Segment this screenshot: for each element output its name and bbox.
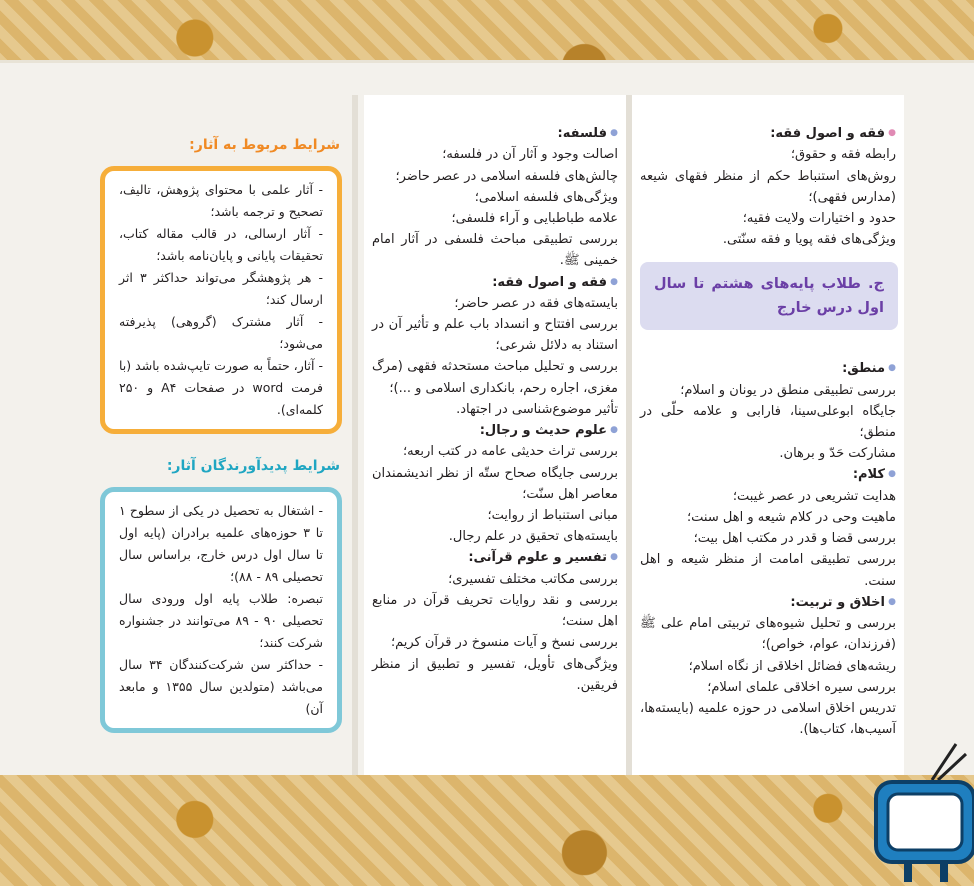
section-heading: ● منطق: bbox=[640, 358, 896, 379]
section-line: بررسی تطبیقی مباحث فلسفی در آثار امام خمینی ﷺ. bbox=[372, 232, 618, 269]
section-line: جایگاه ابوعلی‌سینا، فارابی و علامه حلّی در منطق؛ bbox=[640, 403, 896, 441]
section-line: بایسته‌های فقه در عصر حاضر؛ bbox=[454, 295, 618, 311]
section-line: بررسی تراث حدیثی عامه در کتب اربعه؛ bbox=[403, 444, 618, 460]
right-column bbox=[632, 95, 904, 775]
section-line: بررسی و نقد روایات تحریف قرآن در منابع اهل سنت؛ bbox=[372, 592, 618, 630]
section-line: بررسی مکاتب مختلف تفسیری؛ bbox=[448, 571, 618, 587]
condition-item: - آثار ارسالی، در قالب مقاله کتاب، تحقیقات پایانی و پایان‌نامه باشد؛ bbox=[119, 226, 323, 264]
tv-icon bbox=[874, 740, 974, 886]
condition-item: - آثار، حتماً به صورت تایپ‌شده باشد (با فرمت word در صفحات A۴ و ۲۵۰ کلمه‌ای). bbox=[119, 358, 324, 418]
section-line: چالش‌های فلسفه اسلامی در عصر حاضر؛ bbox=[395, 168, 618, 184]
authors-conditions-box bbox=[100, 487, 342, 733]
condition-item: - آثار علمی با محتوای پژوهش، تالیف، تصحیح و ترجمه باشد؛ bbox=[119, 182, 323, 220]
section-heading: ● فقه و اصول فقه: bbox=[372, 272, 618, 293]
section-line: ویژگی‌های فقه پویا و فقه سنّتی. bbox=[722, 232, 896, 248]
section-line: علامه طباطبایی و آراء فلسفی؛ bbox=[451, 210, 618, 226]
section-line: بررسی و تحلیل مباحث مستحدثه فقهی (مرگ مغزی، اجاره رحم، بانکداری اسلامی و ...)؛ bbox=[372, 359, 618, 396]
condition-item: - حداکثر سن شرکت‌کنندگان ۳۴ سال می‌باشد (متولدین سال ۱۳۵۵ و مابعد آن) bbox=[119, 657, 323, 717]
section-heading: ● فقه و اصول فقه: bbox=[640, 123, 896, 144]
section-line: ویژگی‌های فلسفه اسلامی؛ bbox=[474, 189, 618, 205]
left-column bbox=[90, 95, 352, 775]
section-line: روش‌های استنباط حکم از منظر فقهای شیعه (مدارس فقهی)؛ bbox=[640, 168, 896, 205]
section-line: بررسی تطبیقی منطق در یونان و اسلام؛ bbox=[680, 382, 896, 398]
section-line: تدریس اخلاق اسلامی در حوزه علمیه (بایسته‌ها، آسیب‌ها، کتاب‌ها). bbox=[640, 700, 896, 738]
section-heading: ● تفسیر و علوم قرآنی: bbox=[372, 547, 618, 568]
section-line: بررسی تطبیقی امامت از منظر شیعه و اهل سنت. bbox=[640, 552, 896, 589]
section-line: تأثیر موضوع‌شناسی در اجتهاد. bbox=[456, 401, 618, 417]
section-heading: ● فلسفه: bbox=[372, 123, 618, 144]
authors-conditions-title: شرایط پدیدآورندگان آثار: bbox=[166, 458, 340, 475]
section-line: بررسی قضا و قدر در مکتب اهل بیت؛ bbox=[693, 531, 896, 547]
section-line: بررسی افتتاح و انسداد باب علم و تأثیر آن در استناد به دلائل شرعی؛ bbox=[372, 317, 618, 354]
condition-item: - هر پژوهشگر می‌تواند حداکثر ۳ اثر ارسال کند؛ bbox=[119, 270, 323, 308]
section-line: ریشه‌های فضائل اخلاقی از نگاه اسلام؛ bbox=[688, 658, 896, 674]
section-line: مبانی استنباط از روایت؛ bbox=[487, 507, 618, 523]
section-heading: ● کلام: bbox=[640, 464, 896, 485]
section-line: حدود و اختیارات ولایت فقیه؛ bbox=[742, 210, 896, 226]
works-conditions-box bbox=[100, 166, 342, 434]
section-line: اصالت وجود و آثار آن در فلسفه؛ bbox=[442, 147, 618, 163]
condition-item: - اشتغال به تحصیل در یکی از سطوح ۱ تا ۳ حوزه‌های علمیه برادران (پایه اول تا سال اول درس خارج، براساس سال تحصیلی ۸۹ - ۸۸)؛ bbox=[119, 503, 323, 585]
section-line: رابطه فقه و حقوق؛ bbox=[790, 147, 896, 163]
right-margin-strip bbox=[904, 95, 974, 775]
condition-item: - آثار مشترک (گروهی) پذیرفته می‌شود؛ bbox=[119, 314, 323, 352]
section-heading: ● علوم حدیث و رجال: bbox=[372, 420, 618, 441]
section-line: بایسته‌های تحقیق در علم رجال. bbox=[448, 529, 618, 545]
middle-column bbox=[364, 95, 626, 775]
section-line: بررسی جایگاه صحاح ستّه از نظر اندیشمندان معاصر اهل سنّت؛ bbox=[372, 465, 618, 502]
section-line: ماهیت وحی در کلام شیعه و اهل سنت؛ bbox=[687, 509, 896, 525]
ornamental-footer-band bbox=[0, 775, 974, 886]
section-line: مشارکت حَدّ و برهان. bbox=[779, 446, 896, 462]
section-line: بررسی و تحلیل شیوه‌های تربیتی امام علی ﷺ (فرزندان، عوام، خواص)؛ bbox=[640, 616, 896, 653]
section-heading: ● اخلاق و تربیت: bbox=[640, 592, 896, 613]
section-line: ویژگی‌های تأویل، تفسیر و تطبیق از منظر فریقین. bbox=[372, 656, 618, 693]
column-divider bbox=[352, 95, 358, 775]
condition-item: تبصره: طلاب پایه اول ورودی سال تحصیلی ۹۰ - ۸۹ می‌توانند در جشنواره شرکت کنند؛ bbox=[119, 591, 323, 651]
column-divider bbox=[626, 95, 632, 775]
works-conditions-title: شرایط مربوط به آثار: bbox=[189, 137, 340, 153]
level-highlight-box: ج. طلاب پایه‌های هشتم تا سال اول درس خارج bbox=[640, 262, 898, 330]
section-line: هدایت تشریعی در عصر غیبت؛ bbox=[732, 488, 896, 504]
section-line: بررسی سیره اخلاقی علمای اسلام؛ bbox=[707, 679, 896, 695]
section-line: بررسی نسخ و آیات منسوخ در قرآن کریم؛ bbox=[390, 635, 618, 651]
